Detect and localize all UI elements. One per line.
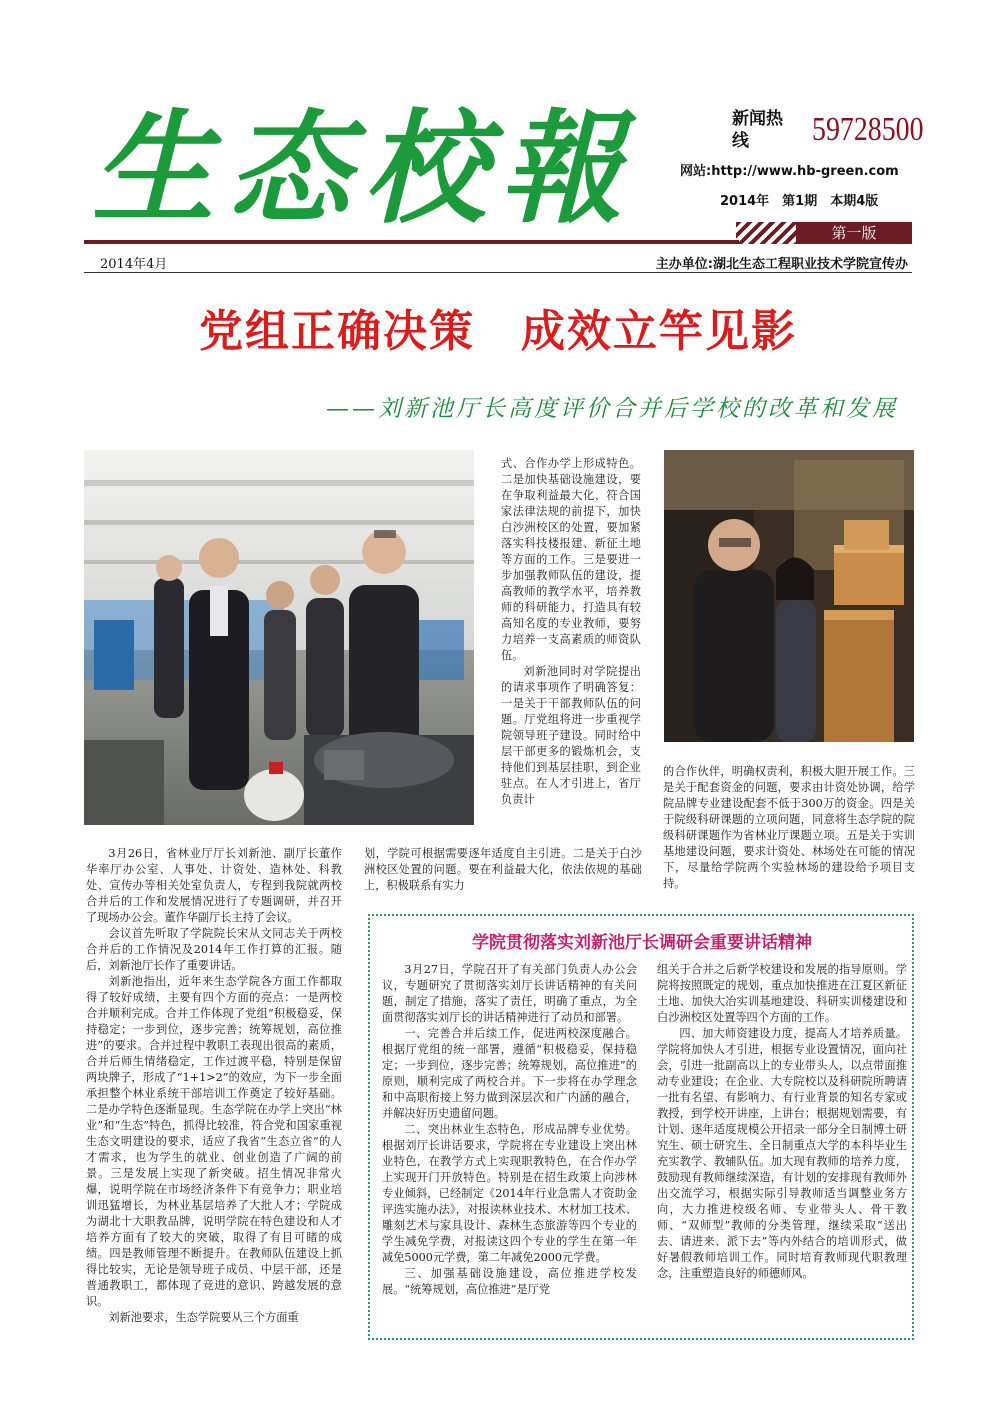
boxed-article-column-2: [657, 962, 907, 1334]
hatch-decoration: [736, 222, 796, 244]
article-paragraph: 的合作伙伴，明确权责利，积极大胆开展工作。三是关于配套资金的问题，要求由计资处协调，给学院品牌专业建设配套不低于300万的资金。四是关于院级科研课题的立项问题，同意将生态学院的院级科研课题作为省林业厅课题立项。五是关于实训基地建设问题，要求计资处、林场处在可能的情况下，尽量给学院两个实验林场的建设给予项目支持。: [663, 765, 915, 890]
headline: 党组正确决策 成效立竿见影: [199, 306, 797, 357]
photo-inspection-workshop: [84, 450, 474, 825]
article-paragraph: 划，学院可根据需要逐年适度自主引进。二是关于白沙洲校区处置的问题。要在利益最大化，依法依规的基础上，积极联系有实力: [364, 847, 642, 892]
hotline-label: 新闻热线: [732, 109, 783, 151]
header-divider: [84, 272, 912, 273]
photo-wood-specimen: [664, 450, 914, 742]
article-column-middle-bottom: [364, 846, 642, 894]
sponsor-line: 主办单位:湖北生态工程职业技术学院宣传办: [655, 257, 908, 272]
website-line: 网站:http://www.hb-green.com: [680, 164, 899, 179]
article-paragraph: 刘新池指出，近年来生态学院各方面工作都取得了较好成绩，主要有四个方面的亮点：一是两校合并顺利完成。合并工作体现了党组“积极稳妥，保持稳定；一步到位，逐步完善；统筹规划，高位推进”的要求。合并过程中教职工表现出很高的素质，合并后师生情绪稳定，工作过渡平稳，特别是保留两块牌子，形成了“1+1>2”的效应，为下一步全面承担整个林业系统干部培训工作奠定了较好基础。二是办学特色逐渐显现。生态学院在办学上突出“林业”和“生态”特色，抓得比较准，符合党和国家重视生态文明建设的要求，适应了我省“生态立省”的人才需求，也为学生的就业、创业创造了广阔的前景。三是发展上实现了新突破。招生情况非常火爆，说明学院在市场经济条件下有竞争力；职业培训迅猛增长，为林业基层培养了大批人才；学院成为湖北十大职教品牌，说明学院在特色建设和人才培养方面有了较大的突破，取得了有目可睹的成绩。四是教师管理不断提升。在教师队伍建设上抓得比较实，无论是领导班子成员、中层干部，还是普通教职工，都体现了竞进的意识、跨越发展的意识。: [86, 975, 342, 1308]
boxed-article-title: 学院贯彻落实刘新池厅长调研会重要讲话精神: [472, 933, 812, 953]
boxed-article-column-1: [382, 962, 637, 1334]
article-paragraph: 3月27日，学院召开了有关部门负责人办公会议，专题研究了贯彻落实刘厅长讲话精神的有关问题，制定了措施，落实了责任，明确了重点，为全面贯彻落实刘厅长的讲话精神进行了动员和部署。: [382, 963, 637, 1024]
masthead-title: 生态校報: [92, 96, 636, 240]
article-paragraph: 四、加大师资建设力度，提高人才培养质量。学院将加快人才引进，根据专业设置情况，面向社会，引进一批副高以上的专业带头人，以点带面推动专业建设；在企业、大专院校以及科研院所聘请一批有名望、有影响力、有行业背景的知名专家或教授，到学校开讲座，上讲台；根据规划需要，有计划、逐年适度规模公开招录一部分全日制博士研究生、硕士研究生、全日制重点大学的本科毕业生充实教学、教辅队伍。加大现有教师的培养力度，鼓励现有教师继续深造，有计划的安排现有教师外出交流学习，根据实际引导教师适当调整业务方向，大力推进校级名师、专业带头人、骨干教师、“双师型”教师的分类管理，继续采取“送出去、请进来、派下去”等内外结合的培训形式，做好暑假教师培训工作。同时培育教师现代职教理念，注重塑造良好的师德师风。: [657, 1027, 907, 1280]
article-paragraph: 刘新池要求，生态学院要从三个方面重: [108, 1311, 299, 1324]
article-paragraph: 一、完善合并后续工作，促进两校深度融合。根据厅党组的统一部署，遵循“积极稳妥，保持稳定；一步到位，逐步完善；统筹规划，高位推进”的原则，顺利完成了两校合并。下一步将在办学理念和中高职衔接上努力做到深层次和广内涵的融合，并解决好历史遗留问题。: [382, 1027, 637, 1120]
photo-inspection-illustration: [84, 450, 474, 825]
article-paragraph: 三、加强基础设施建设，高位推进学校发展。“统筹规划，高位推进”是厅党: [382, 1267, 637, 1296]
hotline-number: 59728500: [812, 111, 924, 148]
article-column-right: [663, 764, 915, 896]
photo-specimen-illustration: [664, 450, 914, 742]
article-paragraph: 3月26日，省林业厅厅长刘新池、副厅长董作华率厅办公室、人事处、计资处、造林处、科教处、宣传办等相关处室负责人，专程到我院就两校合并后的工作和发展情况进行了专题调研，并召开了现场办公会。董作华副厅长主持了会议。: [86, 847, 342, 924]
article-column-left: [86, 846, 342, 1336]
subheadline: ——刘新池厅长高度评价合并后学校的改革和发展: [326, 396, 898, 422]
issue-info: 2014年 第1期 本期4版: [720, 194, 879, 209]
article-paragraph: 刘新池同时对学院提出的请求事项作了明确答复：一是关于干部教师队伍的问题。厅党组将进一步重视学院领导班子建设。同时给中层干部更多的锻炼机会，支持他们到基层挂职，到企业驻点。在人才引进上，省厅负责计: [501, 665, 641, 806]
article-column-middle: [501, 456, 641, 848]
masthead-rule: [84, 240, 739, 244]
article-paragraph: 组关于合并之后新学校建设和发展的指导原则。学院将按照既定的规划，重点加快推进在江夏区新征土地、加快大冶实训基地建设、科研实训楼建设和白沙洲校区处置等四个方面的工作。: [657, 963, 907, 1024]
article-paragraph: 二、突出林业生态特色，形成品牌专业优势。根据刘厅长讲话要求，学院将在专业建设上突出林业特色，在教学方式上实现职教特色，在合作办学上实现开门开放特色。特别是在招生政策上向涉林专业倾斜，已经制定《2014年行业急需人才资助金评选实施办法》，对报读林业技术、木材加工技术、雕刻艺术与家具设计、森林生态旅游等四个专业的学生减免学费，对报读这四个专业的学生在第一年减免5000元学费，第二年减免2000元学费。: [382, 1123, 637, 1264]
article-paragraph: 会议首先听取了学院院长宋从文同志关于两校合并后的工作情况及2014年工作打算的汇报。随后，刘新池厅长作了重要讲话。: [86, 927, 342, 972]
article-paragraph: 式、合作办学上形成特色。二是加快基础设施建设，要在争取利益最大化、符合国家法律法规的前提下，加快白沙洲校区的处置，要加紧落实科技楼报建、新征土地等方面的工作。三是要进一步加强教师队伍的建设，提高教师的教学水平，培养教师的科研能力，打造具有较高知名度的专业教师，要努力培养一支高素质的师资队伍。: [501, 457, 641, 662]
publication-date: 2014年4月: [100, 257, 168, 272]
edition-tab: 第一版: [796, 222, 912, 244]
